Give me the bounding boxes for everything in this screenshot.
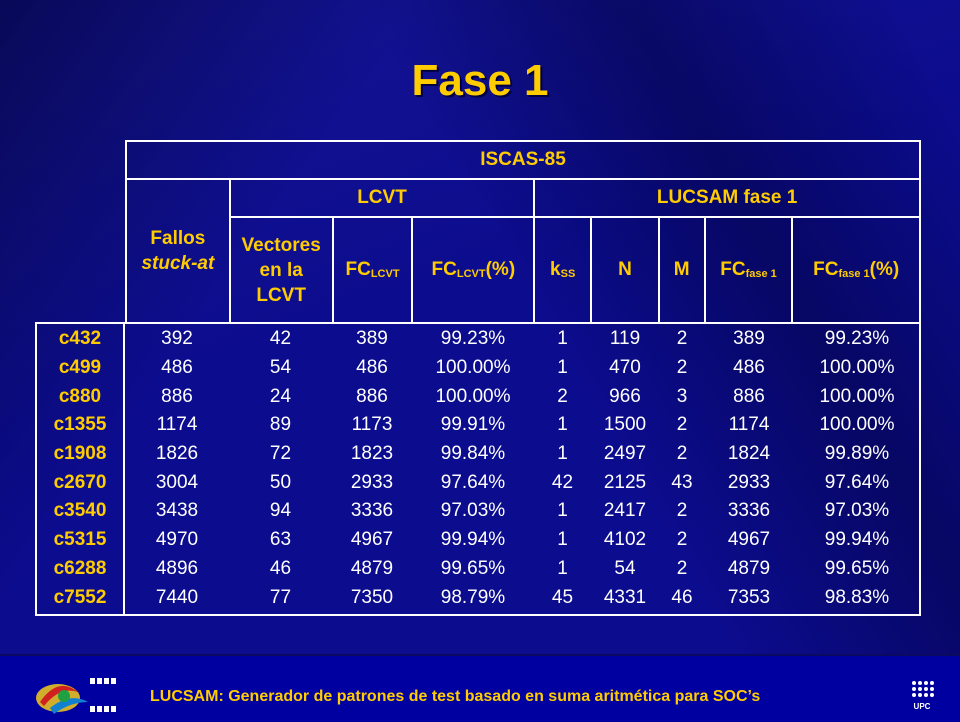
fc-fase-pct-cell: 100.00% xyxy=(819,357,895,379)
fc-lcvt-cell: 2933 xyxy=(350,471,394,493)
m-cell: 43 xyxy=(671,471,693,493)
kss-cell: 1 xyxy=(557,414,568,436)
vectores-cell: 42 xyxy=(269,328,292,350)
m-cell: 2 xyxy=(676,328,688,350)
fallos-cell: 7440 xyxy=(155,586,199,608)
vectores-cell: 50 xyxy=(269,471,292,493)
fc-lcvt-cell: 486 xyxy=(356,357,388,379)
circuit-name: c1355 xyxy=(53,414,107,436)
fc-lcvt-pct-cell: 99.91% xyxy=(440,414,506,436)
fc-fase-pct-cell: 100.00% xyxy=(819,385,895,407)
fc-lcvt-pct-cell: 99.23% xyxy=(440,328,506,350)
n-cell: 4102 xyxy=(603,529,647,551)
n-cell: 470 xyxy=(609,357,641,379)
fc-lcvt-pct-cell: 99.94% xyxy=(440,529,506,551)
kss-cell: 1 xyxy=(557,443,568,465)
fc-fase-cell: 886 xyxy=(733,385,765,407)
n-header: N xyxy=(591,217,659,323)
fc-lcvt-pct-cell: 98.79% xyxy=(440,586,506,608)
circuit-name: c3540 xyxy=(53,500,107,522)
kss-cell: 1 xyxy=(557,357,568,379)
fc-lcvt-pct-cell: 97.03% xyxy=(440,500,506,522)
table-row xyxy=(35,583,921,612)
fc-lcvt-cell: 4879 xyxy=(350,557,394,579)
kss-header xyxy=(534,217,591,323)
data-border-bottom xyxy=(35,614,921,616)
kss-cell: 1 xyxy=(557,529,568,551)
fallos-cell: 3004 xyxy=(155,471,199,493)
fc-fase-pct-cell: 97.03% xyxy=(824,500,890,522)
fc-fase-pct-cell: 99.94% xyxy=(824,529,890,551)
m-cell: 3 xyxy=(676,385,688,407)
fc-lcvt-header-fc: FC xyxy=(345,259,371,280)
header-table xyxy=(125,140,921,324)
table-row xyxy=(35,382,921,411)
n-cell: 119 xyxy=(609,328,641,350)
fc-fase-header-sub: fase 1 xyxy=(745,268,777,280)
fc-fase-pct-cell: 99.65% xyxy=(824,557,890,579)
fc-fase-cell: 4879 xyxy=(727,557,771,579)
fc-lcvt-pct-cell: 100.00% xyxy=(435,385,511,407)
vectores-cell: 94 xyxy=(269,500,292,522)
data-table xyxy=(35,320,921,612)
fc-lcvt-pct-header-sub: LCVT xyxy=(456,268,486,280)
fc-lcvt-cell: 7350 xyxy=(350,586,394,608)
fc-lcvt-cell: 886 xyxy=(356,385,388,407)
circuit-name: c880 xyxy=(58,385,102,407)
kss-header-sub: SS xyxy=(560,268,576,280)
fc-lcvt-header-sub: LCVT xyxy=(370,268,400,280)
fc-fase-cell: 1174 xyxy=(728,414,770,436)
fallos-header-line1: Fallos xyxy=(150,228,206,249)
fc-lcvt-cell: 1173 xyxy=(351,414,393,436)
table-row xyxy=(35,555,921,584)
circuit-name: c6288 xyxy=(53,557,107,579)
footer-text: LUCSAM: Generador de patrones de test basado en suma aritmética para SOC’s xyxy=(150,688,761,705)
fc-fase-pct-cell: 98.83% xyxy=(824,586,890,608)
kss-header-k: k xyxy=(550,259,561,280)
fc-fase-pct-cell: 97.64% xyxy=(824,471,890,493)
lcvt-header: LCVT xyxy=(230,179,535,217)
fc-fase-header xyxy=(705,217,793,323)
n-cell: 966 xyxy=(609,385,641,407)
fc-fase-pct-header-pct: (%) xyxy=(869,259,900,280)
kss-cell: 1 xyxy=(557,557,568,579)
circuit-name: c499 xyxy=(58,357,102,379)
vectores-cell: 72 xyxy=(269,443,292,465)
circuit-name: c7552 xyxy=(53,586,107,608)
fc-fase-header-fc: FC xyxy=(720,259,746,280)
conference-logo-icon xyxy=(30,672,130,718)
m-cell: 2 xyxy=(676,357,688,379)
kss-cell: 2 xyxy=(557,385,568,407)
m-cell: 2 xyxy=(676,529,688,551)
vectores-cell: 89 xyxy=(269,414,292,436)
fc-lcvt-cell: 3336 xyxy=(350,500,394,522)
m-header: M xyxy=(659,217,705,323)
table-row xyxy=(35,468,921,497)
fc-fase-pct-header xyxy=(792,217,920,323)
m-cell: 2 xyxy=(676,500,688,522)
fc-fase-pct-cell: 100.00% xyxy=(819,414,895,436)
vectores-header-line1: Vectores xyxy=(241,234,321,256)
fc-fase-pct-cell: 99.23% xyxy=(824,328,890,350)
kss-cell: 42 xyxy=(551,471,574,493)
table-row xyxy=(35,497,921,526)
m-cell: 2 xyxy=(676,443,688,465)
fc-lcvt-pct-cell: 97.64% xyxy=(440,471,506,493)
fc-fase-pct-header-fc: FC xyxy=(813,259,839,280)
vectores-cell: 46 xyxy=(269,557,292,579)
fc-lcvt-cell: 389 xyxy=(356,328,388,350)
fallos-cell: 1174 xyxy=(156,414,198,436)
fc-lcvt-pct-header-pct: (%) xyxy=(485,259,516,280)
fc-fase-cell: 3336 xyxy=(727,500,771,522)
fc-lcvt-pct-cell: 99.84% xyxy=(440,443,506,465)
fc-lcvt-pct-cell: 100.00% xyxy=(435,357,511,379)
fc-fase-cell: 7353 xyxy=(727,586,771,608)
m-cell: 2 xyxy=(676,414,688,436)
n-cell: 2497 xyxy=(603,443,647,465)
fallos-cell: 486 xyxy=(161,357,193,379)
slide-title: Fase 1 xyxy=(411,56,549,105)
m-cell: 46 xyxy=(671,586,693,608)
fallos-header-line2: stuck-at xyxy=(141,253,215,274)
table-row xyxy=(35,411,921,440)
university-logo-caption: UPC xyxy=(913,702,931,711)
table-row xyxy=(35,526,921,555)
circuit-name: c1908 xyxy=(53,443,107,465)
lucsam-header: LUCSAM fase 1 xyxy=(534,179,920,217)
n-cell: 2417 xyxy=(603,500,647,522)
fallos-cell: 886 xyxy=(161,385,193,407)
fc-lcvt-pct-header-fc: FC xyxy=(431,259,457,280)
vectores-header-line3: LCVT xyxy=(256,284,306,306)
fc-lcvt-cell: 1823 xyxy=(350,443,394,465)
n-cell: 1500 xyxy=(603,414,647,436)
table-row xyxy=(35,354,921,383)
fc-fase-cell: 486 xyxy=(733,357,765,379)
fallos-cell: 4896 xyxy=(155,557,199,579)
m-cell: 2 xyxy=(676,557,688,579)
vectores-cell: 77 xyxy=(269,586,292,608)
fc-fase-cell: 2933 xyxy=(727,471,771,493)
vectores-cell: 54 xyxy=(269,357,292,379)
fc-lcvt-pct-cell: 99.65% xyxy=(440,557,506,579)
circuit-name: c5315 xyxy=(53,529,107,551)
vectores-header xyxy=(230,217,333,323)
fc-lcvt-header xyxy=(333,217,413,323)
fc-fase-cell: 1824 xyxy=(727,443,771,465)
fc-fase-cell: 389 xyxy=(733,328,765,350)
fc-fase-cell: 4967 xyxy=(727,529,771,551)
iscas-header: ISCAS-85 xyxy=(126,141,920,179)
table-row xyxy=(35,440,921,469)
n-cell: 4331 xyxy=(603,586,647,608)
kss-cell: 1 xyxy=(557,328,568,350)
circuit-name: c2670 xyxy=(53,471,107,493)
fc-fase-pct-cell: 99.89% xyxy=(824,443,890,465)
kss-cell: 45 xyxy=(551,586,574,608)
vectores-cell: 63 xyxy=(269,529,292,551)
fallos-cell: 1826 xyxy=(155,443,199,465)
fc-lcvt-pct-header xyxy=(412,217,534,323)
fallos-cell: 4970 xyxy=(155,529,199,551)
fc-fase-pct-header-sub: fase 1 xyxy=(838,268,870,280)
vectores-header-line2: en la xyxy=(259,259,303,281)
kss-cell: 1 xyxy=(557,500,568,522)
fc-lcvt-cell: 4967 xyxy=(350,529,394,551)
n-cell: 54 xyxy=(614,557,636,579)
fallos-cell: 392 xyxy=(161,328,193,350)
fallos-header xyxy=(126,179,230,323)
n-cell: 2125 xyxy=(603,471,647,493)
circuit-name: c432 xyxy=(58,328,102,350)
table-row xyxy=(35,325,921,354)
vectores-cell: 24 xyxy=(269,385,292,407)
fallos-cell: 3438 xyxy=(155,500,199,522)
university-logo-icon xyxy=(909,680,935,712)
